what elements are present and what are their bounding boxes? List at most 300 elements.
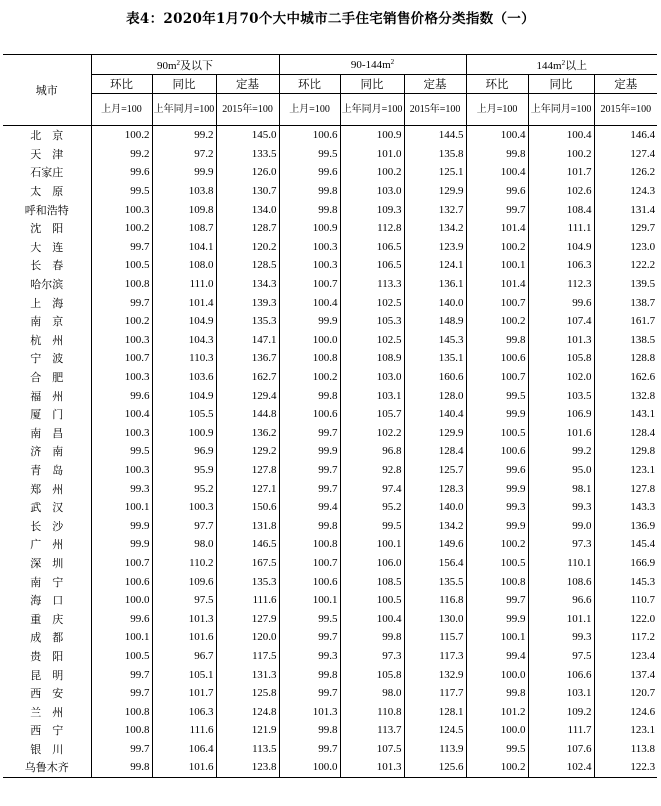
index-value: 103.6 <box>152 368 216 387</box>
index-value: 103.8 <box>152 182 216 201</box>
index-value: 130.0 <box>404 609 466 628</box>
index-value: 98.0 <box>152 535 216 554</box>
index-value: 104.3 <box>152 331 216 350</box>
index-value: 117.7 <box>404 684 466 703</box>
index-value: 99.6 <box>279 163 340 182</box>
index-value: 99.6 <box>466 461 528 480</box>
index-value: 100.2 <box>466 535 528 554</box>
index-value: 166.9 <box>630 556 656 569</box>
index-value: 102.5 <box>340 331 404 350</box>
index-value: 102.0 <box>528 368 594 387</box>
index-value: 106.3 <box>152 702 216 721</box>
table-row <box>3 219 657 238</box>
index-value: 99.5 <box>340 516 404 535</box>
index-value: 99.8 <box>279 665 340 684</box>
index-value: 117.3 <box>404 647 466 666</box>
index-value: 125.1 <box>404 163 466 182</box>
index-value: 99.2 <box>91 145 152 164</box>
index-value: 109.3 <box>340 200 404 219</box>
index-value: 100.0 <box>279 331 340 350</box>
index-value: 98.1 <box>528 479 594 498</box>
index-value: 128.7 <box>216 219 279 238</box>
city-name: 郑 州 <box>3 479 91 498</box>
fixed-base-header: 定基 <box>404 75 466 94</box>
index-value: 99.3 <box>279 647 340 666</box>
index-value: 99.8 <box>279 182 340 201</box>
index-value: 143.3 <box>630 501 656 514</box>
index-value: 99.8 <box>466 331 528 350</box>
index-value: 100.2 <box>91 312 152 331</box>
table-row <box>3 145 657 164</box>
index-value: 99.4 <box>279 498 340 517</box>
index-value: 100.4 <box>91 405 152 424</box>
table-row <box>3 554 657 573</box>
index-value: 99.7 <box>466 200 528 219</box>
index-value: 134.0 <box>216 200 279 219</box>
index-value: 111.6 <box>152 721 216 740</box>
index-value: 105.7 <box>340 405 404 424</box>
base-last-year-month: 上年同月=100 <box>152 94 216 126</box>
index-value: 113.9 <box>404 740 466 759</box>
index-value: 147.1 <box>216 331 279 350</box>
index-value: 109.2 <box>528 702 594 721</box>
index-value: 107.5 <box>340 740 404 759</box>
table-row <box>3 758 657 777</box>
index-value: 101.7 <box>528 163 594 182</box>
index-value: 99.8 <box>279 516 340 535</box>
index-value: 138.5 <box>630 333 656 346</box>
index-value: 99.2 <box>152 126 216 145</box>
table-row <box>3 721 657 740</box>
index-value: 101.7 <box>152 684 216 703</box>
index-value: 95.9 <box>152 461 216 480</box>
index-value: 97.4 <box>340 479 404 498</box>
index-value: 132.8 <box>630 389 656 402</box>
index-value: 100.2 <box>466 238 528 257</box>
city-name: 太 原 <box>3 182 91 201</box>
index-value: 100.5 <box>340 591 404 610</box>
index-value: 113.8 <box>630 742 656 755</box>
table-row <box>3 535 657 554</box>
table-row <box>3 665 657 684</box>
index-value: 101.4 <box>466 275 528 294</box>
index-value: 95.2 <box>340 498 404 517</box>
index-value: 101.6 <box>528 424 594 443</box>
index-value: 123.8 <box>216 758 279 777</box>
index-value: 102.5 <box>340 293 404 312</box>
index-value: 105.3 <box>340 312 404 331</box>
table-row <box>3 386 657 405</box>
index-value: 99.9 <box>466 516 528 535</box>
city-name: 银 川 <box>3 740 91 759</box>
index-value: 123.1 <box>630 724 656 737</box>
index-value: 97.5 <box>152 591 216 610</box>
index-value: 100.1 <box>466 628 528 647</box>
index-value: 124.3 <box>630 185 656 198</box>
index-value: 100.7 <box>91 349 152 368</box>
city-name: 长 春 <box>3 256 91 275</box>
city-name: 长 沙 <box>3 516 91 535</box>
index-value: 100.4 <box>279 293 340 312</box>
city-column-header: 城市 <box>3 55 91 126</box>
index-value: 100.6 <box>279 405 340 424</box>
index-value: 99.6 <box>91 386 152 405</box>
city-name: 南 宁 <box>3 572 91 591</box>
index-value: 101.2 <box>466 702 528 721</box>
index-value: 100.2 <box>340 163 404 182</box>
index-value: 101.6 <box>152 628 216 647</box>
index-value: 99.5 <box>279 145 340 164</box>
index-value: 100.1 <box>340 535 404 554</box>
index-value: 100.2 <box>528 145 594 164</box>
index-value: 129.4 <box>216 386 279 405</box>
index-value: 99.6 <box>91 163 152 182</box>
index-value: 135.5 <box>404 572 466 591</box>
group-header-90-below: $90m^2$及以下 <box>91 55 279 75</box>
index-value: 108.4 <box>528 200 594 219</box>
index-value: 100.3 <box>91 331 152 350</box>
index-value: 108.0 <box>152 256 216 275</box>
table-row <box>3 331 657 350</box>
index-value: 101.4 <box>466 219 528 238</box>
index-value: 100.2 <box>91 219 152 238</box>
city-name: 福 州 <box>3 386 91 405</box>
index-value: 110.7 <box>630 594 656 607</box>
index-value: 111.1 <box>528 219 594 238</box>
index-value: 99.8 <box>466 684 528 703</box>
index-value: 100.1 <box>279 591 340 610</box>
index-value: 100.2 <box>279 368 340 387</box>
table-title: 表4：2020年1月70个大中城市二手住宅销售价格分类指数（一） <box>126 11 535 27</box>
index-value: 132.7 <box>404 200 466 219</box>
index-value: 117.2 <box>630 631 656 644</box>
index-value: 103.0 <box>340 182 404 201</box>
index-value: 113.3 <box>340 275 404 294</box>
mom-header: 环比 <box>466 75 528 94</box>
index-value: 99.8 <box>279 200 340 219</box>
index-value: 101.1 <box>528 609 594 628</box>
city-name: 沈 阳 <box>3 219 91 238</box>
index-value: 100.2 <box>91 126 152 145</box>
index-value: 123.4 <box>630 649 656 662</box>
index-value: 129.9 <box>404 424 466 443</box>
index-value: 99.6 <box>91 609 152 628</box>
index-value: 99.9 <box>279 442 340 461</box>
index-value: 100.6 <box>279 572 340 591</box>
index-value: 99.9 <box>91 535 152 554</box>
index-value: 108.6 <box>528 572 594 591</box>
group-header-144-above: $144m^2$以上 <box>466 55 657 75</box>
index-value: 97.2 <box>152 145 216 164</box>
index-value: 96.8 <box>340 442 404 461</box>
index-value: 102.4 <box>528 758 594 777</box>
table-row <box>3 126 657 145</box>
index-value: 100.8 <box>466 572 528 591</box>
index-value: 135.1 <box>404 349 466 368</box>
index-value: 101.6 <box>152 758 216 777</box>
table-row <box>3 424 657 443</box>
index-value: 145.3 <box>404 331 466 350</box>
index-value: 99.7 <box>279 628 340 647</box>
index-value: 101.3 <box>528 331 594 350</box>
index-value: 99.7 <box>91 740 152 759</box>
city-name: 合 肥 <box>3 368 91 387</box>
city-name: 兰 州 <box>3 702 91 721</box>
index-value: 146.5 <box>216 535 279 554</box>
index-value: 125.7 <box>404 461 466 480</box>
index-value: 136.1 <box>404 275 466 294</box>
index-value: 120.0 <box>216 628 279 647</box>
table-row <box>3 572 657 591</box>
index-value: 99.9 <box>466 405 528 424</box>
city-name: 哈尔滨 <box>3 275 91 294</box>
index-value: 96.9 <box>152 442 216 461</box>
table-row <box>3 293 657 312</box>
index-value: 127.8 <box>216 461 279 480</box>
index-value: 112.8 <box>340 219 404 238</box>
index-value: 99.7 <box>279 684 340 703</box>
index-value: 99.7 <box>466 591 528 610</box>
index-value: 137.4 <box>630 668 656 681</box>
index-value: 100.5 <box>91 256 152 275</box>
index-value: 145.3 <box>630 575 656 588</box>
index-value: 134.2 <box>404 516 466 535</box>
index-value: 131.4 <box>630 203 656 216</box>
city-name: 南 昌 <box>3 424 91 443</box>
city-name: 深 圳 <box>3 554 91 573</box>
index-value: 127.4 <box>630 147 656 160</box>
index-value: 122.0 <box>630 612 656 625</box>
index-value: 100.3 <box>152 498 216 517</box>
city-name: 石家庄 <box>3 163 91 182</box>
city-name: 厦 门 <box>3 405 91 424</box>
index-value: 106.6 <box>528 665 594 684</box>
index-value: 108.7 <box>152 219 216 238</box>
index-value: 150.6 <box>216 498 279 517</box>
index-value: 112.3 <box>528 275 594 294</box>
index-value: 100.7 <box>279 554 340 573</box>
city-name: 西 宁 <box>3 721 91 740</box>
index-value: 144.5 <box>404 126 466 145</box>
index-value: 99.3 <box>528 498 594 517</box>
index-value: 99.7 <box>279 424 340 443</box>
table-row <box>3 256 657 275</box>
index-value: 117.5 <box>216 647 279 666</box>
city-name: 宁 波 <box>3 349 91 368</box>
index-value: 99.3 <box>466 498 528 517</box>
index-value: 162.7 <box>216 368 279 387</box>
index-value: 99.6 <box>528 293 594 312</box>
index-value: 103.5 <box>528 386 594 405</box>
index-value: 101.0 <box>340 145 404 164</box>
index-value: 100.2 <box>466 758 528 777</box>
index-value: 100.3 <box>91 368 152 387</box>
index-value: 123.1 <box>630 463 656 476</box>
index-value: 106.0 <box>340 554 404 573</box>
index-value: 99.7 <box>91 684 152 703</box>
base-2015: 2015年=100 <box>594 94 657 126</box>
index-value: 100.0 <box>279 758 340 777</box>
table-row <box>3 498 657 517</box>
index-value: 123.9 <box>404 238 466 257</box>
index-value: 100.9 <box>340 126 404 145</box>
index-value: 107.6 <box>528 740 594 759</box>
index-value: 143.1 <box>630 408 656 421</box>
index-value: 100.8 <box>279 535 340 554</box>
index-value: 96.6 <box>528 591 594 610</box>
index-value: 100.3 <box>279 238 340 257</box>
index-value: 97.3 <box>340 647 404 666</box>
index-value: 99.9 <box>152 163 216 182</box>
city-name: 成 都 <box>3 628 91 647</box>
table-row <box>3 349 657 368</box>
index-value: 99.4 <box>466 647 528 666</box>
index-value: 99.5 <box>91 442 152 461</box>
index-value: 104.1 <box>152 238 216 257</box>
index-value: 127.9 <box>216 609 279 628</box>
index-value: 101.3 <box>340 758 404 777</box>
index-value: 148.9 <box>404 312 466 331</box>
table-row <box>3 312 657 331</box>
index-value: 99.7 <box>91 665 152 684</box>
index-value: 100.7 <box>466 293 528 312</box>
city-name: 武 汉 <box>3 498 91 517</box>
index-value: 156.4 <box>404 554 466 573</box>
index-value: 100.3 <box>91 424 152 443</box>
group-header-90-144: $90-144m^2$ <box>279 55 466 75</box>
index-value: 100.8 <box>91 702 152 721</box>
index-value: 123.0 <box>630 240 656 253</box>
index-value: 131.3 <box>216 665 279 684</box>
index-value: 101.3 <box>279 702 340 721</box>
index-value: 104.9 <box>528 238 594 257</box>
index-value: 100.3 <box>91 200 152 219</box>
index-value: 100.4 <box>466 126 528 145</box>
index-value: 128.5 <box>216 256 279 275</box>
city-name: 南 京 <box>3 312 91 331</box>
index-value: 99.7 <box>279 740 340 759</box>
index-value: 139.5 <box>630 278 656 291</box>
index-value: 95.0 <box>528 461 594 480</box>
table-row <box>3 702 657 721</box>
index-value: 99.3 <box>528 628 594 647</box>
index-value: 106.4 <box>152 740 216 759</box>
index-value: 128.4 <box>404 442 466 461</box>
index-value: 100.1 <box>91 628 152 647</box>
index-value: 129.2 <box>216 442 279 461</box>
yoy-header: 同比 <box>152 75 216 94</box>
base-2015: 2015年=100 <box>216 94 279 126</box>
index-value: 111.0 <box>152 275 216 294</box>
city-name: 海 口 <box>3 591 91 610</box>
index-value: 129.7 <box>630 222 656 235</box>
index-value: 133.5 <box>216 145 279 164</box>
index-value: 100.8 <box>91 721 152 740</box>
index-value: 95.2 <box>152 479 216 498</box>
index-value: 134.2 <box>404 219 466 238</box>
index-value: 100.1 <box>91 498 152 517</box>
index-value: 102.6 <box>528 182 594 201</box>
table-row <box>3 684 657 703</box>
index-value: 128.3 <box>404 479 466 498</box>
index-value: 106.9 <box>528 405 594 424</box>
index-value: 132.9 <box>404 665 466 684</box>
index-value: 129.8 <box>630 445 656 458</box>
mom-header: 环比 <box>91 75 152 94</box>
index-value: 144.8 <box>216 405 279 424</box>
index-value: 116.8 <box>404 591 466 610</box>
index-value: 103.1 <box>528 684 594 703</box>
index-value: 128.0 <box>404 386 466 405</box>
table-row <box>3 442 657 461</box>
index-value: 100.0 <box>91 591 152 610</box>
index-value: 136.2 <box>216 424 279 443</box>
index-value: 128.8 <box>630 352 656 365</box>
index-value: 99.8 <box>340 628 404 647</box>
index-value: 113.5 <box>216 740 279 759</box>
index-value: 100.6 <box>279 126 340 145</box>
city-name: 杭 州 <box>3 331 91 350</box>
base-last-month: 上月=100 <box>91 94 152 126</box>
index-value: 100.6 <box>466 349 528 368</box>
index-value: 100.1 <box>466 256 528 275</box>
index-value: 108.5 <box>340 572 404 591</box>
index-value: 105.8 <box>528 349 594 368</box>
base-last-month: 上月=100 <box>279 94 340 126</box>
index-value: 146.4 <box>630 129 656 142</box>
index-value: 100.0 <box>466 665 528 684</box>
index-value: 110.2 <box>152 554 216 573</box>
city-name: 济 南 <box>3 442 91 461</box>
index-value: 111.6 <box>216 591 279 610</box>
table-row <box>3 591 657 610</box>
city-name: 乌鲁木齐 <box>3 758 91 777</box>
index-value: 99.8 <box>466 145 528 164</box>
index-value: 110.1 <box>528 554 594 573</box>
yoy-header: 同比 <box>528 75 594 94</box>
table-row <box>3 163 657 182</box>
index-value: 100.2 <box>466 312 528 331</box>
table-row <box>3 182 657 201</box>
base-last-year-month: 上年同月=100 <box>340 94 404 126</box>
index-value: 103.1 <box>340 386 404 405</box>
index-value: 130.7 <box>216 182 279 201</box>
index-value: 105.5 <box>152 405 216 424</box>
index-value: 134.3 <box>216 275 279 294</box>
index-value: 100.8 <box>91 275 152 294</box>
fixed-base-header: 定基 <box>594 75 657 94</box>
table-row <box>3 516 657 535</box>
index-value: 99.8 <box>279 721 340 740</box>
index-value: 128.1 <box>404 702 466 721</box>
index-value: 145.4 <box>630 538 656 551</box>
index-value: 99.5 <box>466 386 528 405</box>
index-value: 100.8 <box>279 349 340 368</box>
index-value: 100.5 <box>466 424 528 443</box>
index-value: 124.1 <box>404 256 466 275</box>
index-value: 161.7 <box>630 315 656 328</box>
index-value: 100.7 <box>279 275 340 294</box>
index-value: 97.5 <box>528 647 594 666</box>
index-value: 100.4 <box>528 126 594 145</box>
index-value: 99.3 <box>91 479 152 498</box>
index-value: 124.5 <box>404 721 466 740</box>
index-value: 109.6 <box>152 572 216 591</box>
index-value: 99.9 <box>91 516 152 535</box>
index-value: 96.7 <box>152 647 216 666</box>
index-value: 102.2 <box>340 424 404 443</box>
index-value: 129.9 <box>404 182 466 201</box>
